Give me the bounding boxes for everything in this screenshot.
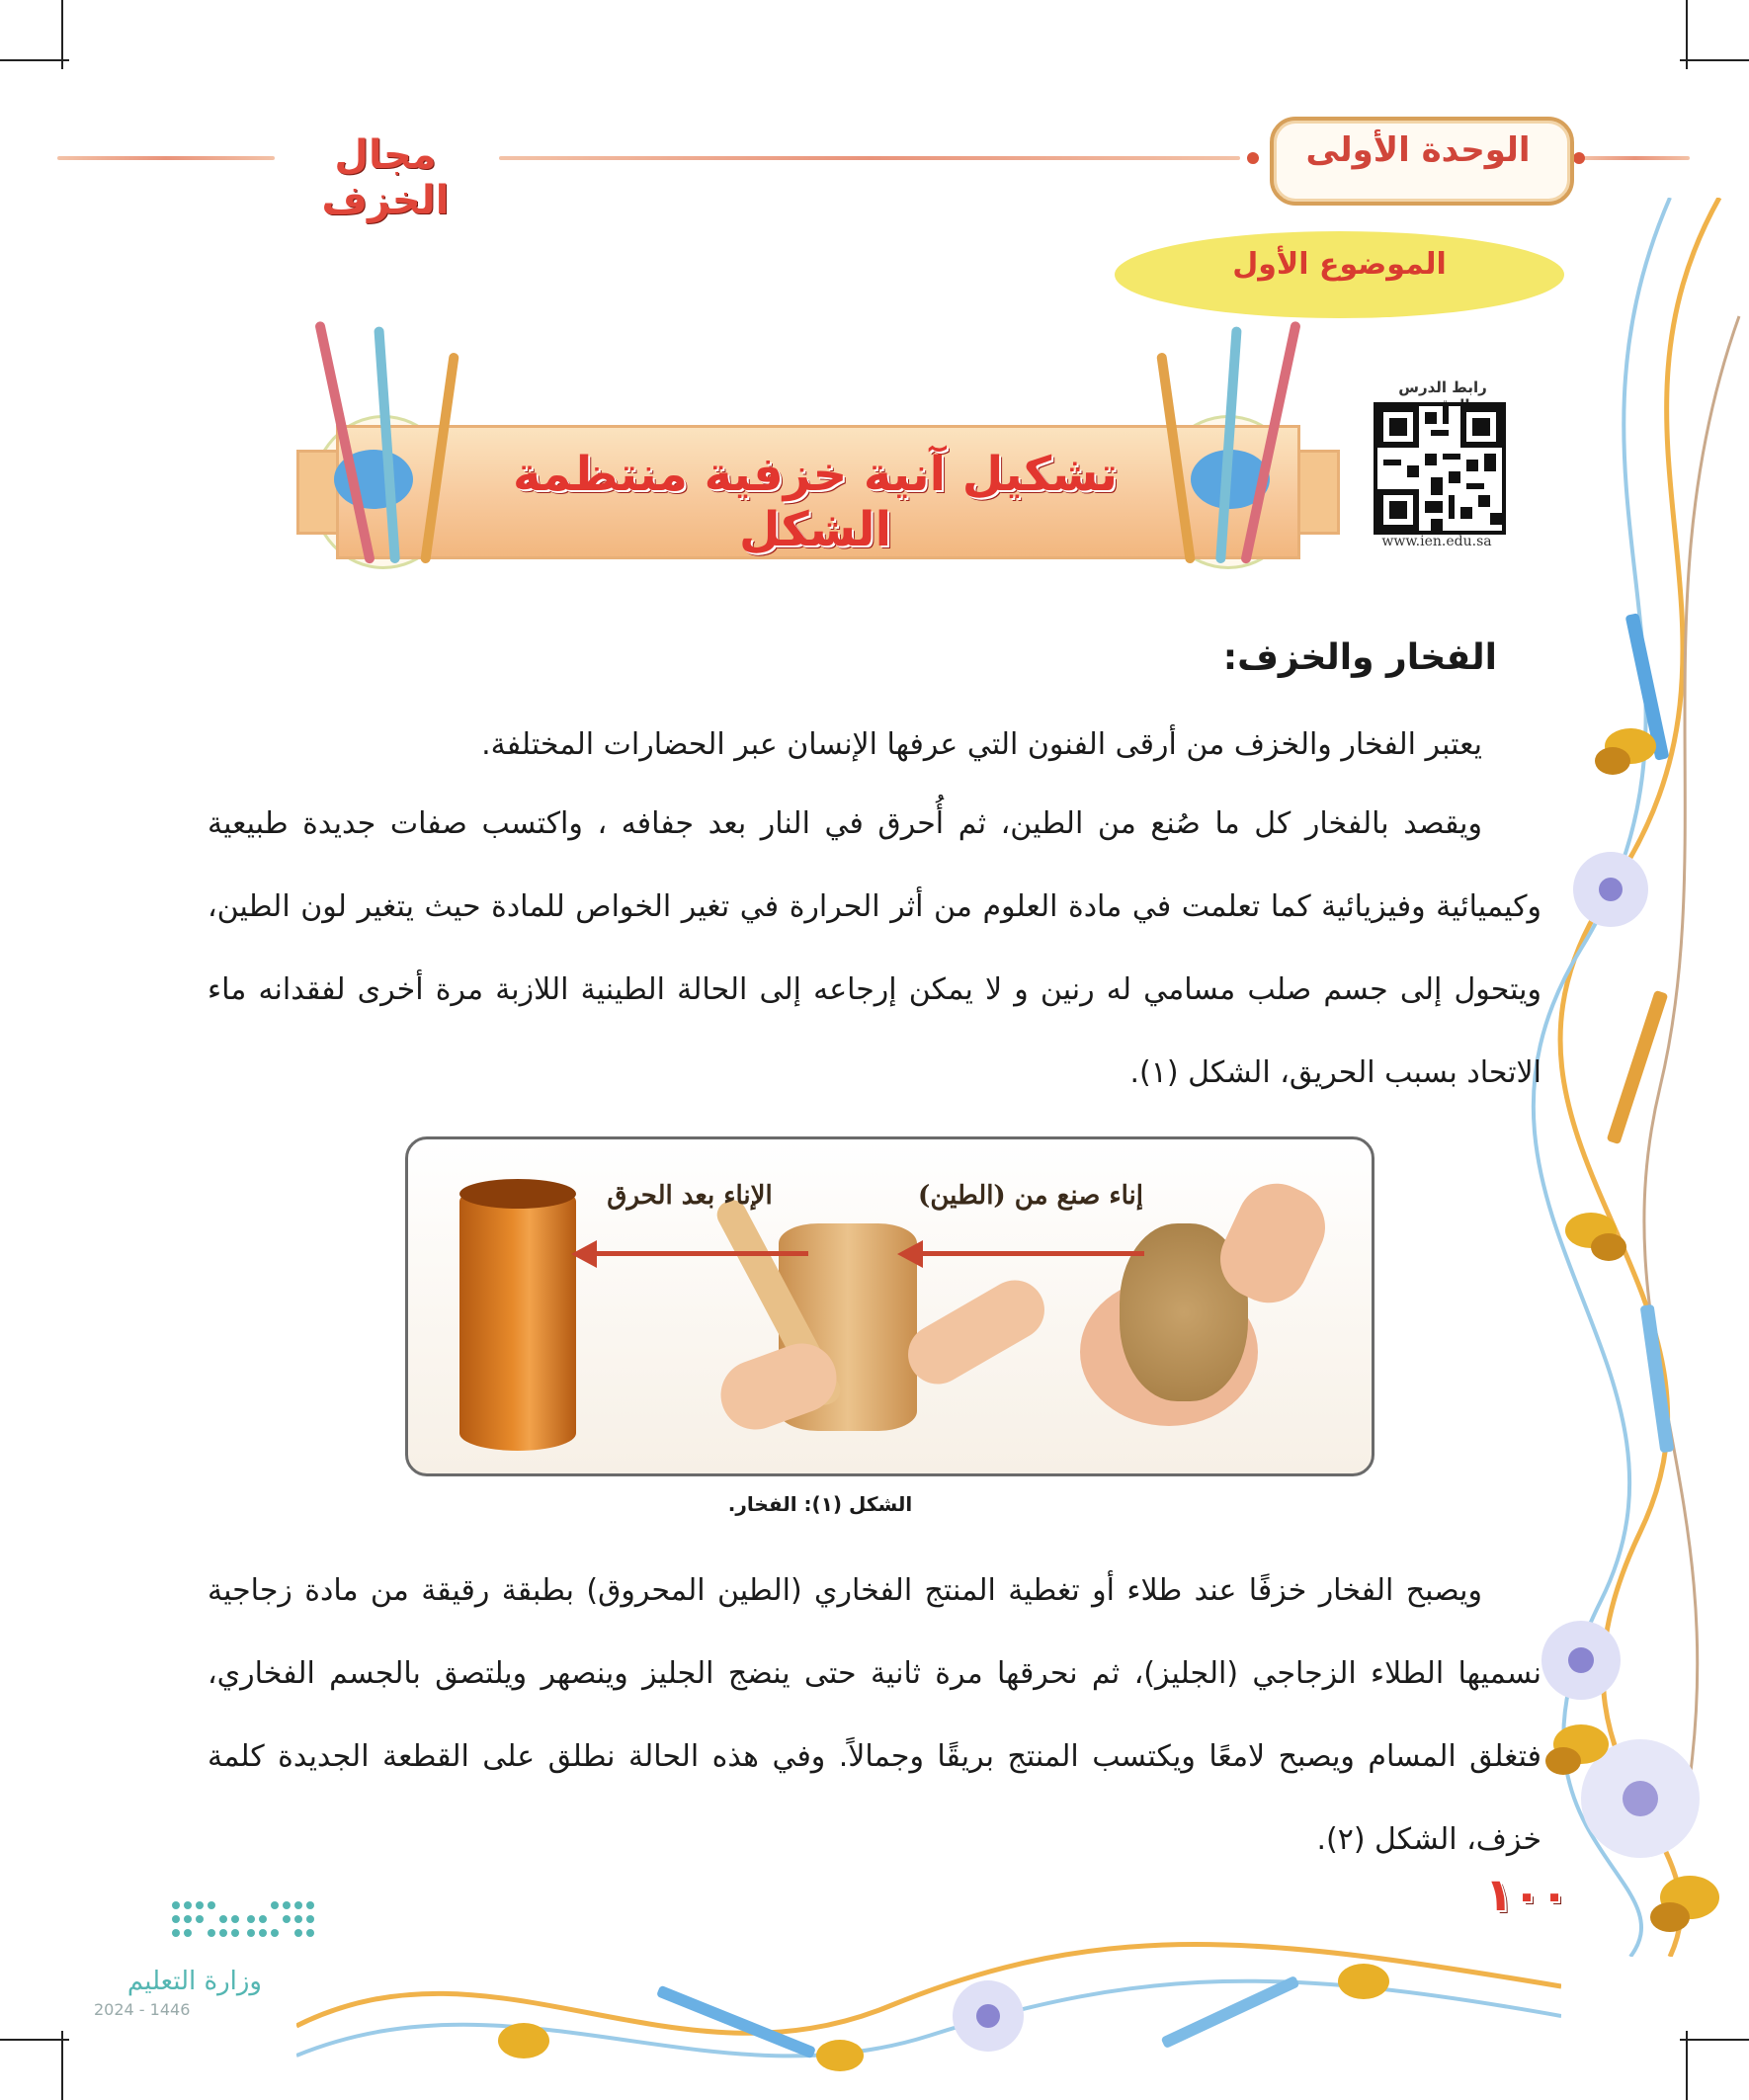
- pencil-icon: [1160, 1975, 1299, 2049]
- qr-label: رابط الدرس: [1398, 378, 1487, 396]
- pencil-icon: [1640, 1304, 1675, 1453]
- subject-title: مجال الخزف: [321, 132, 450, 223]
- butterfly-icon: [498, 2023, 549, 2058]
- figure-label-clay: إناء صنع من (الطين): [918, 1181, 1143, 1211]
- arrow-line: [917, 1251, 1144, 1256]
- arrow-line: [591, 1251, 808, 1256]
- header-rule-middle: [499, 156, 1240, 160]
- crop-mark: [61, 0, 63, 69]
- page-number: ١٠٠: [1484, 1868, 1569, 1921]
- hand-image: [897, 1270, 1055, 1395]
- lesson-title: تشكيل آنية خزفية منتظمة الشكل: [512, 447, 1119, 557]
- unit-title: الوحدة الأولى: [1305, 130, 1531, 170]
- header-rule-left: [57, 156, 275, 160]
- arrow-left-icon: [897, 1240, 923, 1268]
- ministry-name: وزارة التعليم: [126, 1967, 262, 1996]
- decorative-bottom-border: [296, 1907, 1561, 2100]
- paragraph-ceramics: ويصبح الفخار خزفًا عند طلاء أو تغطية المنتج الفخاري (الطين المحروق) بطبقة رقيقة من مادة زجاجية نسميها الطلاء الزجاجي (الجليز)، ثم نحرقها مرة ثانية حتى ينضج الجليز وينصهر ويلتصق بالجسم الفخاري، فتغلق المسام ويصبح لامعًا ويكتسب المنتج بريقًا وجمالاً. وفي هذه الحالة نطلق على القطعة الجديدة كلمة خزف، الشكل (٢).: [208, 1573, 1541, 1857]
- qr-code[interactable]: [1374, 402, 1506, 535]
- section-heading: الفخار والخزف:: [1222, 637, 1497, 678]
- butterfly-icon: [1338, 1964, 1389, 1999]
- figure-caption: الشكل (١): الفخار.: [727, 1492, 913, 1516]
- crop-mark: [1686, 0, 1688, 69]
- edition-year: 2024 - 1446: [94, 2000, 191, 2019]
- arrow-left-icon: [571, 1240, 597, 1268]
- butterfly-icon: [816, 2040, 864, 2071]
- crop-mark: [1680, 59, 1749, 61]
- fired-vessel-image: [459, 1184, 576, 1451]
- crop-mark: [1686, 2031, 1688, 2100]
- paragraph-intro: يعتبر الفخار والخزف من أرقى الفنون التي عرفها الإنسان عبر الحضارات المختلفة.: [481, 727, 1482, 762]
- crop-mark: [61, 2031, 63, 2100]
- topic-label: الموضوع الأول: [1232, 247, 1447, 282]
- header-ornament: [1573, 152, 1585, 164]
- ministry-logo-icon: [166, 1895, 324, 1945]
- figure-pottery: [405, 1136, 1374, 1476]
- decorative-border: [1522, 198, 1749, 1957]
- flower-icon: [1541, 1621, 1621, 1700]
- header-rule-right: [1581, 156, 1690, 160]
- flower-icon: [953, 1980, 1024, 2052]
- figure-label-fired: الإناء بعد الحرق: [607, 1181, 773, 1211]
- paragraph-pottery: ويقصد بالفخار كل ما صُنع من الطين، ثم أُحرق في النار بعد جفافه ، واكتسب صفات جديدة طبيعية وكيميائية وفيزيائية كما تعلمت في مادة العلوم من أثر الحرارة في تغير الخواص للمادة حيث يتغير لون الطين، ويتحول إلى جسم صلب مسامي له رنين و لا يمكن إرجاعه إلى الحالة الطينية اللازبة مرة أخرى لفقدانه ماء الاتحاد بسبب الحريق، الشكل (١).: [208, 806, 1541, 1090]
- pencil-icon: [1607, 990, 1669, 1144]
- qr-pattern-icon: [1377, 406, 1502, 531]
- crop-mark: [0, 59, 69, 61]
- crop-mark: [0, 2039, 69, 2041]
- butterfly-icon: [1650, 1876, 1719, 1932]
- flower-icon: [1573, 852, 1648, 927]
- butterfly-icon: [1565, 1213, 1626, 1261]
- crop-mark: [1680, 2039, 1749, 2041]
- fired-vessel-rim: [459, 1179, 576, 1209]
- qr-url[interactable]: www.ien.edu.sa: [1381, 534, 1492, 549]
- header-ornament: [1247, 152, 1259, 164]
- butterfly-icon: [1595, 728, 1656, 775]
